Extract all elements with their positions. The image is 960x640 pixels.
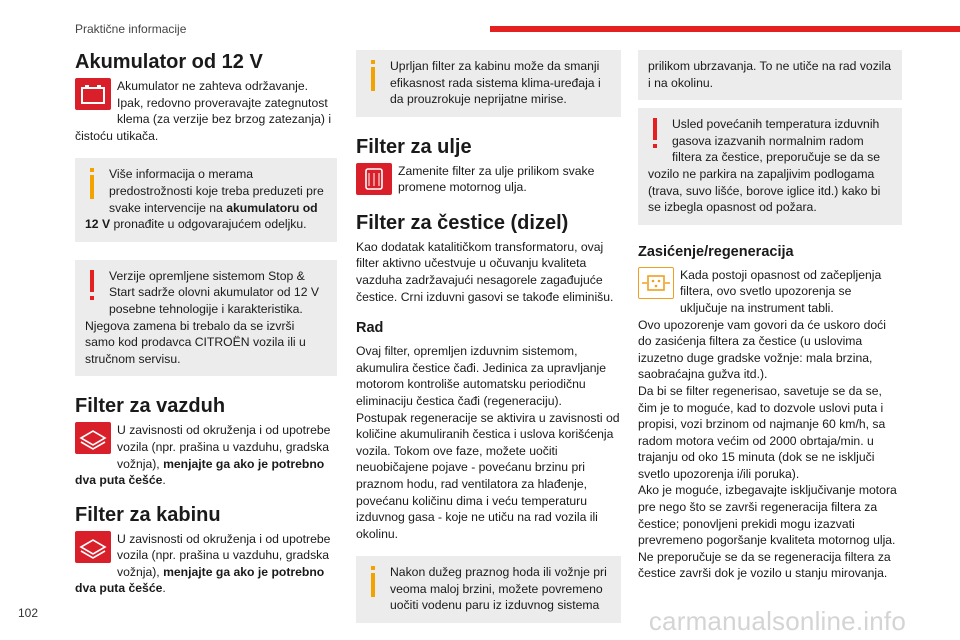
info-icon bbox=[366, 566, 380, 600]
battery-warning-box bbox=[75, 260, 337, 377]
oil-filter-heading: Filter za ulje bbox=[356, 135, 472, 158]
battery-heading: Akumulator od 12 V bbox=[75, 51, 263, 73]
idle-info-text: Nakon dužeg praznog hoda ili vožnje pri veoma maloj brzini, možete povremeno uočiti vodenu paru iz izduvnog sistema bbox=[390, 565, 607, 613]
battery-section bbox=[75, 78, 337, 144]
particle-filter-text: Kao dodatak katalitičkom transformatoru, ovaj filter aktivno učestvuje u očuvanju kvaliteta vazduha zadržavajući nesagorele zagađujuće čestice. Crni izduvni gasovi se takođe eliminišu. bbox=[356, 239, 614, 304]
cabin-filter-text: U zavisnosti od okruženja i od upotrebe vozila (npr. prašina u vazduhu, gradska vožnja), menjajte ga ako je potrebno dva puta češće. bbox=[75, 531, 331, 596]
saturation-text-2: Ovo upozorenje vam govori da će uskoro doći do zasićenja filtera za čestice (u uslovima izuzetno duge gradske vožnje: mala brzina, saobraćajna gužva itd.). bbox=[638, 317, 886, 382]
battery-text: Akumulator ne zahteva održavanje. Ipak, redovno proveravajte zategnutost klema (za verzije bez brzog zatezanja) i čistoću utikača. bbox=[75, 79, 332, 143]
idle-info-box bbox=[356, 556, 621, 623]
column-3 bbox=[638, 50, 902, 582]
idle-info-box-continued bbox=[638, 50, 902, 100]
rad-heading: Rad bbox=[356, 320, 384, 337]
saturation-text-4: Ako je moguće, izbegavajte isključivanje motora pre nego što se završi regeneracija filtera za čestice; ponovljeni prekidi mogu izazvati prevremeno pogoršanje kvaliteta motornog ulja. Ne preporučuje se da se regeneracija filtera za čestice završi dok je vozilo u stanju mirovanja. bbox=[638, 483, 897, 581]
saturation-text-1: Kada postoji opasnost od začepljenja filtera, ovo svetlo upozorenja se uključuje na instrument tabli. bbox=[680, 267, 882, 315]
battery-warning-text-2: Njegova zamena bi trebalo da se izvrši samo kod prodavca CITROËN vozila ili u stručnom servisu. bbox=[85, 318, 306, 366]
cabin-filter-heading: Filter za kabinu bbox=[75, 503, 221, 526]
cabin-info-box bbox=[356, 50, 621, 117]
running-header: Praktične informacije bbox=[75, 22, 187, 36]
air-filter-heading: Filter za vazduh bbox=[75, 395, 226, 418]
column-2 bbox=[356, 50, 621, 623]
battery-info-text: Više informacija o merama predostrožnosti koje treba preduzeti pre svake intervencije na akumulatoru od 12 V pronađite u odgovarajućem odeljku. bbox=[85, 167, 324, 232]
idle-info-continued-text: prilikom ubrzavanja. To ne utiče na rad vozila i na okolinu. bbox=[648, 59, 891, 90]
accent-bar bbox=[490, 26, 960, 32]
battery-info-box bbox=[75, 158, 337, 241]
battery-icon bbox=[75, 78, 111, 110]
info-icon bbox=[85, 168, 99, 202]
heat-warning-text: Usled povećanih temperatura izduvnih gasova izazvanih normalnim radom filtera za čestice, preporučuje se da se vozilo ne parkira na zapaljivim podlogama (trava, suvo lišće, borove iglice itd.) kako bi se izbegla opasnost od požara. bbox=[648, 117, 881, 215]
cabin-filter-icon bbox=[75, 531, 111, 563]
rad-text-2: Postupak regeneracije se aktivira u zavisnosti od količine akumuliranih čestica i uslova korišćenja vozila. Tokom ove faze, možete uočiti neuobičajene pojave - povećanu brzinu pri praznom hodu, rad ventilatora za hlađenje, povećanu količinu dima i veću temperaturu izduvnog gasa - koje ne utiču na rad vozila ili okolinu. bbox=[356, 410, 620, 541]
air-filter-text: U zavisnosti od okruženja i od upotrebe vozila (npr. prašina u vazduhu, gradska vožnja), menjajte ga ako je potrebno dva puta češće. bbox=[75, 423, 331, 488]
saturation-text-3: Da bi se filter regenerisao, savetuje se da se, čim je to moguće, kad to dozvole uslovi puta i propisi, vozi brzinom od najmanje 60 km/h, sa radom motora većim od 2000 obrtaja/min. u trajanju od oko 15 minuta (dok se ne isključi svetlo upozorenja i/ili poruka). bbox=[638, 383, 886, 481]
watermark: carmanualsonline.info bbox=[648, 606, 906, 636]
oil-filter-icon bbox=[356, 163, 392, 195]
air-filter-icon bbox=[75, 422, 111, 454]
saturation-heading: Zasićenje/regeneracija bbox=[638, 243, 794, 260]
particle-filter-warning-icon bbox=[638, 267, 674, 299]
oil-filter-text: Zamenite filter za ulje prilikom svake promene motornog ulja. bbox=[398, 163, 595, 195]
warning-icon bbox=[648, 118, 662, 152]
page-number: 102 bbox=[18, 606, 39, 620]
warning-icon bbox=[85, 270, 99, 304]
rad-text-1: Ovaj filter, opremljen izduvnim sistemom, akumulira čestice čađi. Jedinica za upravljanje motorom kontroliše automatsku periodičnu eliminaciju čestica čađi (regeneraciju). bbox=[356, 344, 606, 408]
column-1 bbox=[75, 50, 337, 597]
heat-warning-box bbox=[638, 108, 902, 225]
info-icon bbox=[366, 60, 380, 94]
particle-filter-heading: Filter za čestice (dizel) bbox=[356, 211, 569, 234]
cabin-info-text: Uprljan filter za kabinu može da smanji efikasnost rada sistema klima-uređaja i da prouzrokuje neprijatne mirise. bbox=[390, 59, 601, 107]
battery-warning-text-1: Verzije opremljene sistemom Stop & Start sadrže olovni akumulator od 12 V posebne tehnologije i karakteristika. bbox=[109, 268, 320, 316]
